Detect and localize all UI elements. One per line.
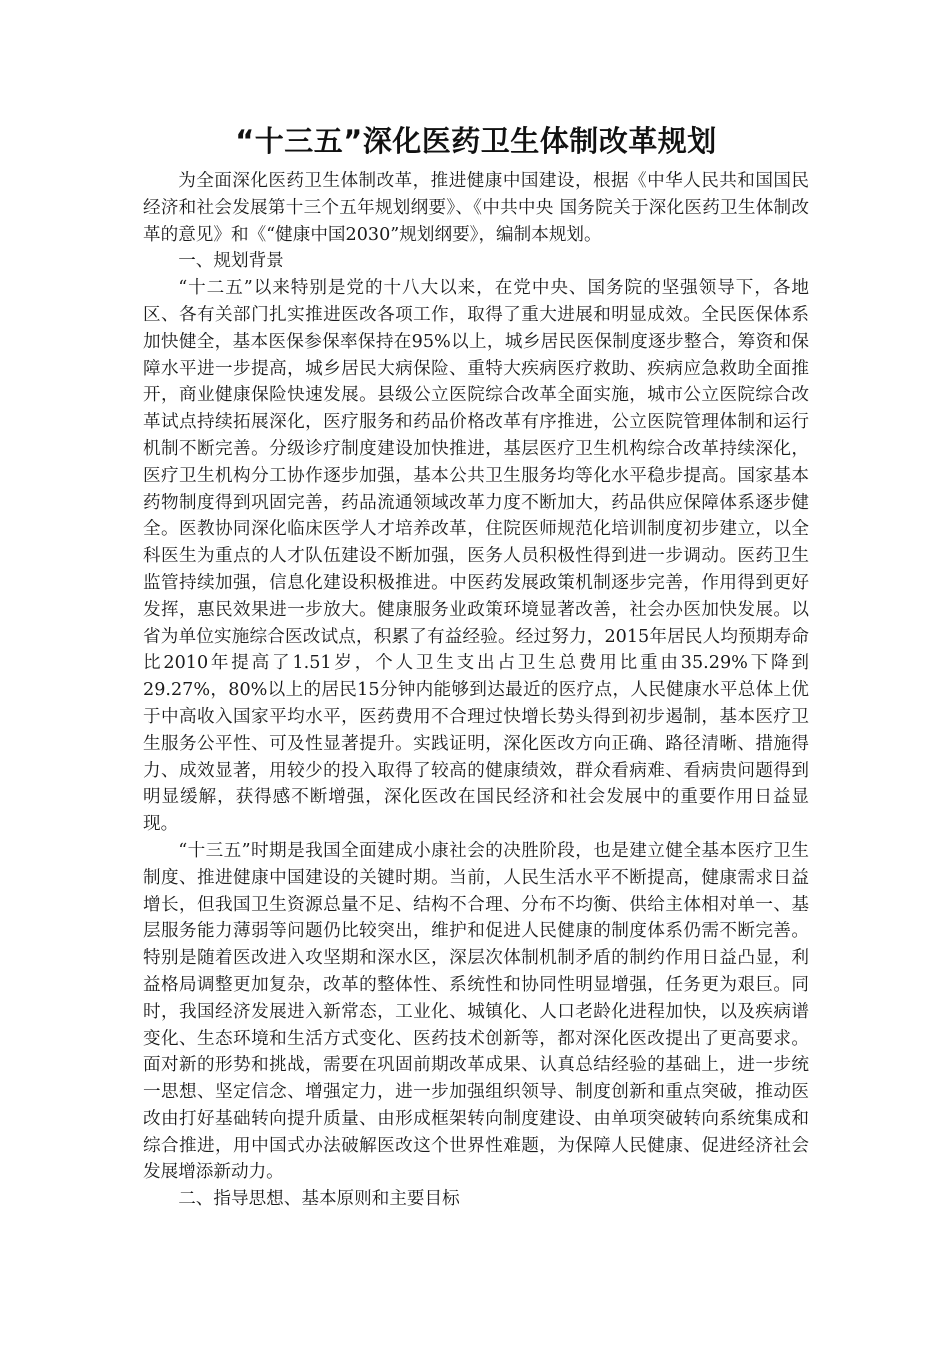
background-paragraph-2: “十三五”时期是我国全面建成小康社会的决胜阶段，也是建立健全基本医疗卫生制度、推进健康中国建设的关键时期。当前，人民生活水平不断提高，健康需求日益增长，但我国卫生资源总量不足、结构不合理、分布不均衡、供给主体相对单一、基层服务能力薄弱等问题仍比较突出，维护和促进人民健康的制度体系仍需不断完善。特别是随着医改进入攻坚期和深水区，深层次体制机制矛盾的制约作用日益凸显，利益格局调整更加复杂，改革的整体性、系统性和协同性明显增强，任务更为艰巨。同时，我国经济发展进入新常态，工业化、城镇化、人口老龄化进程加快，以及疾病谱变化、生态环境和生活方式变化、医药技术创新等，都对深化医改提出了更高要求。面对新的形势和挑战，需要在巩固前期改革成果、认真总结经验的基础上，进一步统一思想、坚定信念、增强定力，进一步加强组织领导、制度创新和重点突破，推动医改由打好基础转向提升质量、由形成框架转向制度建设、由单项突破转向系统集成和综合推进，用中国式办法破解医改这个世界性难题，为保障人民健康、促进经济社会发展增添新动力。 [143,840,809,1183]
document-title: “十三五”深化医药卫生体制改革规划 [235,124,717,158]
document-page [143,118,809,1213]
section-heading-background: 一、规划背景 [178,251,284,272]
background-paragraph-1: “十二五”以来特别是党的十八大以来，在党中央、国务院的坚强领导下，各地区、各有关部门扎实推进医改各项工作，取得了重大进展和明显成效。全民医保体系加快健全，基本医保参保率保持在95%以上，城乡居民医保制度逐步整合，筹资和保障水平进一步提高，城乡居民大病保险、重特大疾病医疗救助、疾病应急救助全面推开，商业健康保险快速发展。县级公立医院综合改革全面实施，城市公立医院综合改革试点持续拓展深化，医疗服务和药品价格改革有序推进，公立医院管理体制和运行机制不断完善。分级诊疗制度建设加快推进，基层医疗卫生机构综合改革持续深化，医疗卫生机构分工协作逐步加强，基本公共卫生服务均等化水平稳步提高。国家基本药物制度得到巩固完善，药品流通领域改革力度不断加大，药品供应保障体系逐步健全。医教协同深化临床医学人才培养改革，住院医师规范化培训制度初步建立，以全科医生为重点的人才队伍建设不断加强，医务人员积极性得到进一步调动。医药卫生监管持续加强，信息化建设积极推进。中医药发展政策机制逐步完善，作用得到更好发挥，惠民效果进一步放大。健康服务业政策环境显著改善，社会办医加快发展。以省为单位实施综合医改试点，积累了有益经验。经过努力，2015年居民人均预期寿命比2010年提高了1.51岁，个人卫生支出占卫生总费用比重由35.29%下降到29.27%，80%以上的居民15分钟内能够到达最近的医疗点，人民健康水平总体上优于中高收入国家平均水平，医药费用不合理过快增长势头得到初步遏制，基本医疗卫生服务公平性、可及性显著提升。实践证明，深化医改方向正确、路径清晰、措施得力、成效显著，用较少的投入取得了较高的健康绩效，群众看病难、看病贵问题得到明显缓解，获得感不断增强，深化医改在国民经济和社会发展中的重要作用日益显现。 [143,278,809,835]
section-heading-guiding-principles: 二、指导思想、基本原则和主要目标 [178,1189,460,1210]
intro-paragraph: 为全面深化医药卫生体制改革，推进健康中国建设，根据《中华人民共和国国民经济和社会发展第十三个五年规划纲要》、《中共中央 国务院关于深化医药卫生体制改革的意见》和《“健康中国2030”规划纲要》，编制本规划。 [143,171,809,245]
